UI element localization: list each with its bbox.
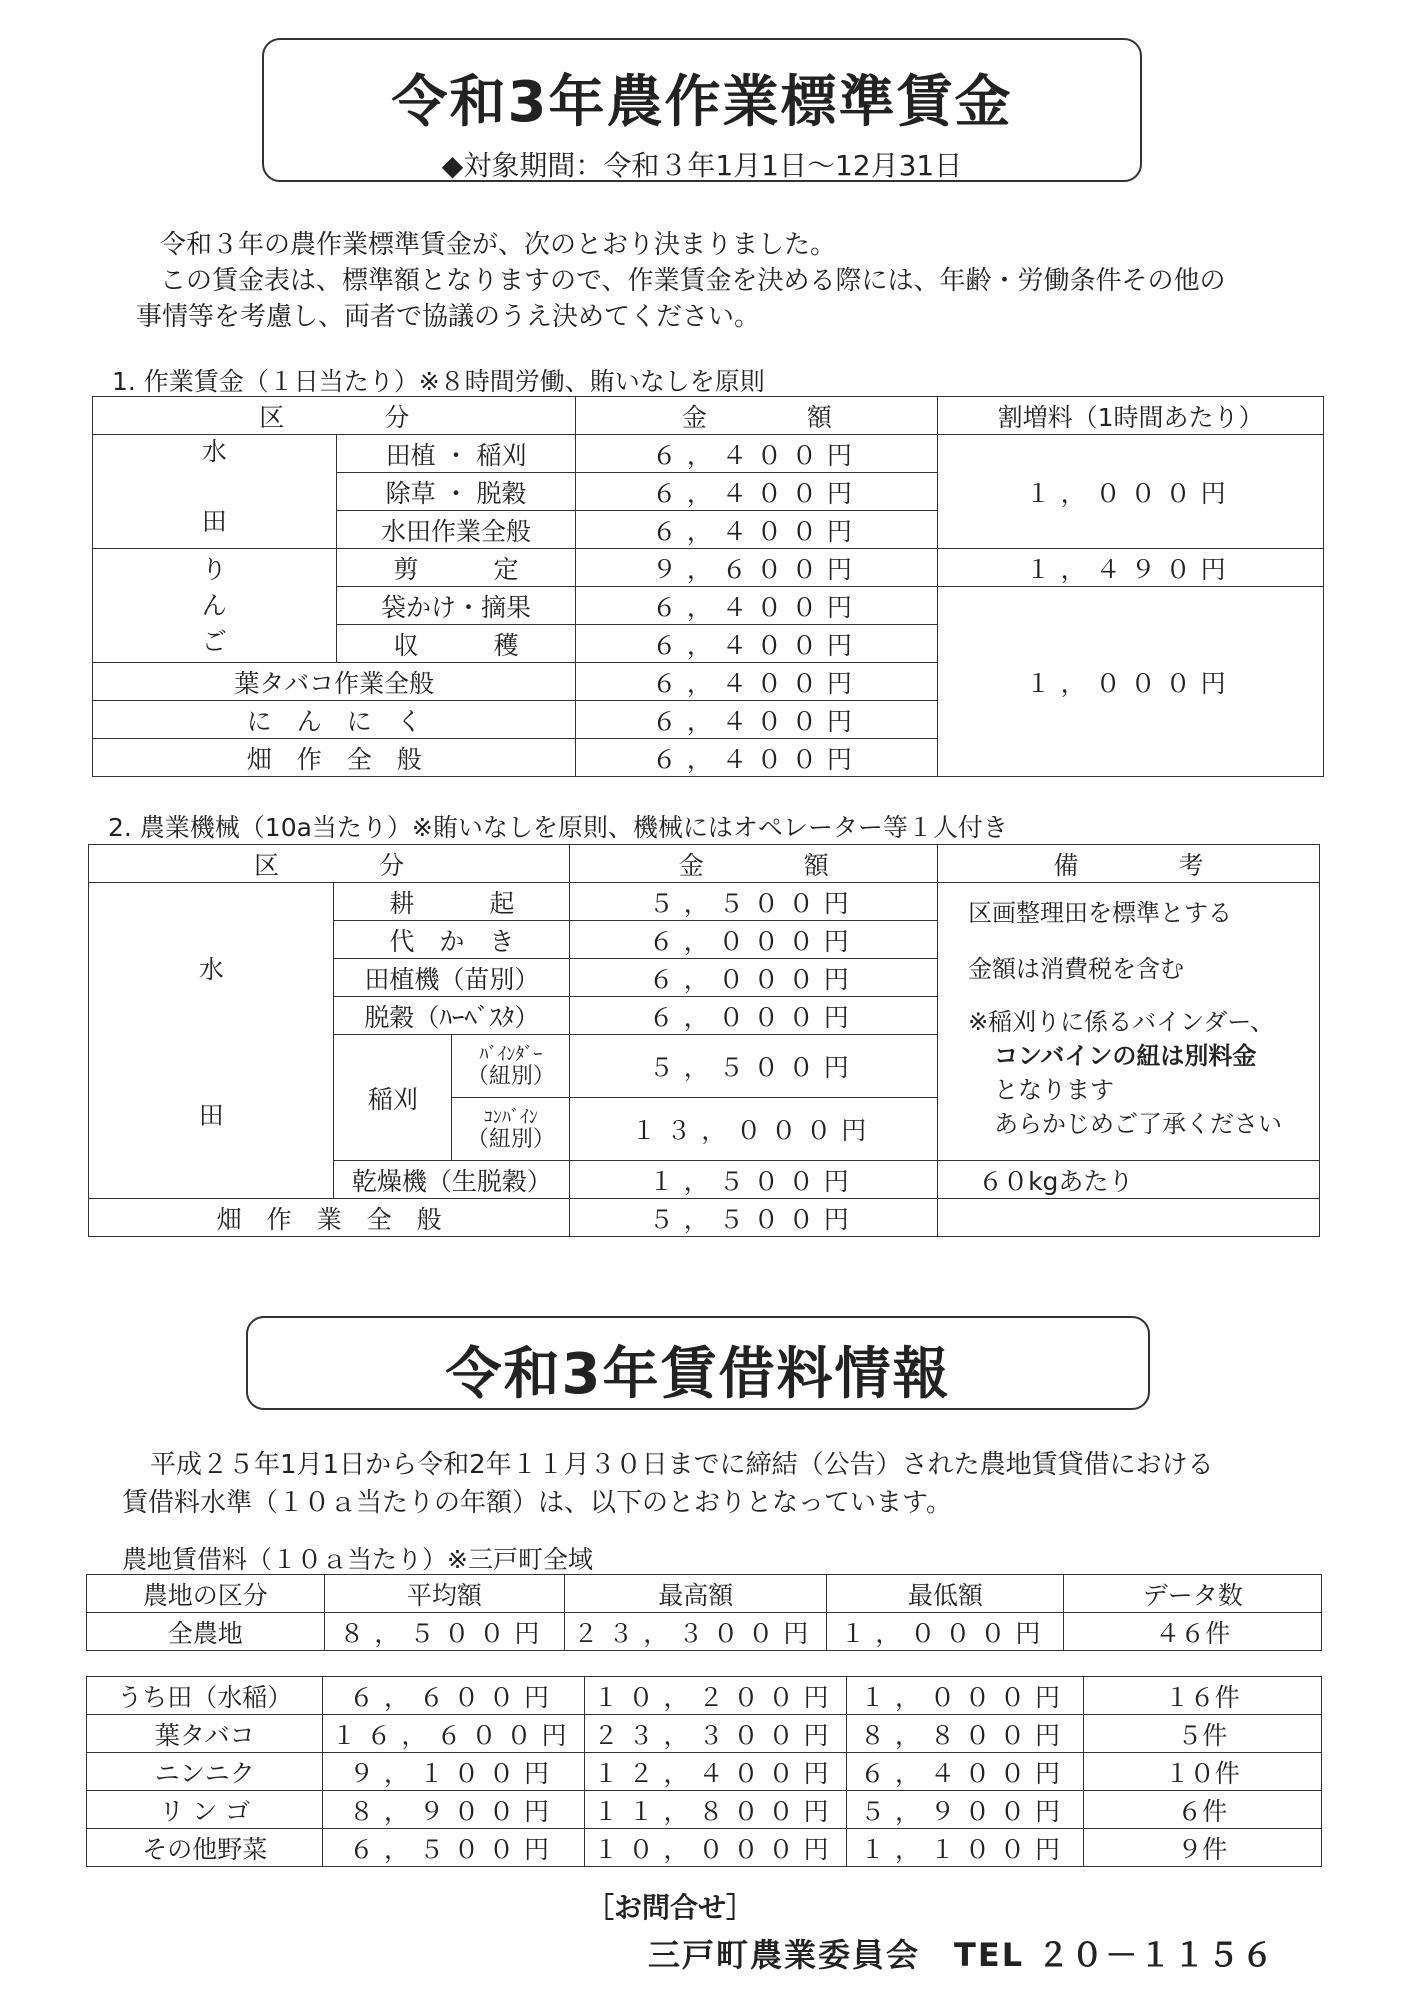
row-label: 水田作業全般: [336, 511, 576, 549]
row-amount: ５，５００円: [570, 1035, 938, 1098]
row-label: 乾燥機（生脱穀）: [334, 1161, 570, 1199]
table-row: [87, 1791, 1322, 1829]
title-box-rent: [246, 1316, 1150, 1410]
row-amount: １，５００円: [570, 1161, 938, 1199]
group-suiden-top: 水: [201, 437, 227, 466]
cell: リ ン ゴ: [87, 1791, 323, 1829]
overtime-others: １，０００円: [938, 587, 1324, 777]
cell: 葉タバコ: [87, 1715, 323, 1753]
page-title: 令和3年農作業標準賃金: [391, 70, 1013, 135]
cell: １０，０００円: [585, 1829, 847, 1867]
group-suiden-bottom: 田: [198, 1100, 224, 1130]
row-amount: ５，５００円: [570, 883, 938, 921]
remarks-cell: [938, 883, 1320, 1161]
row-amount: ６，４００円: [576, 663, 938, 701]
cell: １１，８００円: [585, 1791, 847, 1829]
section-3-heading: 農地賃借料（１０ａ当たり）※三戸町全域: [122, 1545, 593, 1574]
remark-3: ※稲刈りに係るバインダー、: [968, 1008, 1275, 1036]
cell: １６件: [1083, 1677, 1321, 1715]
combine-sublabel: （紐別）: [466, 1127, 555, 1152]
cell: １，０００円: [847, 1677, 1083, 1715]
rent-detail-table: [86, 1676, 1322, 1867]
header-cell: 平均額: [324, 1575, 565, 1613]
machinery-table: [88, 844, 1320, 1237]
header-category: 区 分: [93, 397, 576, 435]
cell: ９件: [1083, 1829, 1321, 1867]
table-row: [87, 1715, 1322, 1753]
table-row: [87, 1613, 1322, 1651]
row-label: 代 か き: [334, 921, 570, 959]
remark-4: コンバインの紐は別料金: [994, 1042, 1257, 1070]
intro-line-3: 事情等を考慮し、両者で協議のうえ決めてください。: [136, 302, 761, 332]
contact-label: ［お問合せ］: [586, 1891, 755, 1924]
table-header-row: [89, 845, 1320, 883]
header-cell: データ数: [1064, 1575, 1322, 1613]
row-label: 畑 作 全 般: [93, 739, 576, 777]
cell: ８，５００円: [324, 1613, 565, 1651]
table-row: [87, 1753, 1322, 1791]
cell: ６，５００円: [323, 1829, 585, 1867]
row-amount: ６，０００円: [570, 959, 938, 997]
intro-line-2: この賃金表は、標準額となりますので、作業賃金を決める際には、年齢・労働条件その他の: [160, 266, 1226, 296]
row-label-binder: [452, 1035, 570, 1098]
row-label: 葉タバコ作業全般: [93, 663, 576, 701]
intro2-line-1: 平成２５年1月1日から令和2年１１月３０日までに締結（公告）された農地賃貸借における: [150, 1450, 1214, 1480]
row-label: 田植 ・ 稲刈: [336, 435, 576, 473]
overtime-suiden: １，０００円: [938, 435, 1324, 549]
group-ringo-1: り: [201, 554, 227, 584]
row-label: 剪 定: [336, 549, 576, 587]
cell: ８，９００円: [323, 1791, 585, 1829]
remark-6: あらかじめご了承ください: [994, 1110, 1283, 1138]
table-row: [93, 549, 1324, 587]
cell: 全農地: [87, 1613, 325, 1651]
cell: ２３，３００円: [565, 1613, 827, 1651]
cell: ２３，３００円: [585, 1715, 847, 1753]
row-amount: ６，４００円: [576, 625, 938, 663]
header-category: 区 分: [89, 845, 570, 883]
row-amount: ６，４００円: [576, 587, 938, 625]
rent-title: 令和3年賃借料情報: [445, 1342, 951, 1407]
cell: ６件: [1083, 1791, 1321, 1829]
cell: １０，２００円: [585, 1677, 847, 1715]
group-suiden: [89, 883, 334, 1199]
row-label-combine: [452, 1098, 570, 1161]
binder-label: ﾊﾞｲﾝﾀﾞｰ: [479, 1044, 543, 1065]
cell: ８，８００円: [847, 1715, 1083, 1753]
row-label: 除草 ・ 脱穀: [336, 473, 576, 511]
remark-drying: ６０kgあたり: [938, 1161, 1320, 1199]
table-row: [93, 435, 1324, 473]
row-label: 耕 起: [334, 883, 570, 921]
cell: ９，１００円: [323, 1753, 585, 1791]
group-ringo: [93, 549, 337, 663]
row-amount: ９，６００円: [576, 549, 938, 587]
cell: １０件: [1083, 1753, 1321, 1791]
header-overtime: 割増料（1時間あたり）: [938, 397, 1324, 435]
row-label: 田植機（苗別）: [334, 959, 570, 997]
section-1-heading: 1. 作業賃金（１日当たり）※８時間労働、賄いなしを原則: [112, 367, 765, 396]
row-amount: ６，４００円: [576, 511, 938, 549]
remark-empty: [938, 1199, 1320, 1237]
cell: ニンニク: [87, 1753, 323, 1791]
header-cell: 農地の区分: [87, 1575, 325, 1613]
intro-line-1: 令和３年の農作業標準賃金が、次のとおり決まりました。: [160, 230, 837, 260]
remark-5: となります: [994, 1076, 1115, 1104]
header-amount: 金 額: [570, 845, 938, 883]
header-cell: 最高額: [565, 1575, 827, 1613]
group-ringo-3: ご: [201, 626, 227, 656]
group-suiden-bottom: 田: [201, 507, 227, 536]
group-suiden-top: 水: [198, 954, 224, 984]
header-amount: 金 額: [576, 397, 938, 435]
table-header-row: [87, 1575, 1322, 1613]
cell: その他野菜: [87, 1829, 323, 1867]
intro2-line-2: 賃借料水準（１０ａ当たりの年額）は、以下のとおりとなっています。: [122, 1488, 952, 1518]
period-text: ◆対象期間：令和３年1月1日～12月31日: [441, 149, 963, 182]
remark-1: 区画整理田を標準とする: [968, 899, 1233, 927]
rent-total-table: [86, 1574, 1322, 1651]
group-ringo-2: ん: [201, 590, 227, 620]
row-amount: ６，０００円: [570, 921, 938, 959]
row-label: 脱穀（ﾊｰﾍﾞｽﾀ）: [334, 997, 570, 1035]
table-row: [87, 1829, 1322, 1867]
cell: ５件: [1083, 1715, 1321, 1753]
title-box-wages: [262, 38, 1142, 182]
cell: ４６件: [1064, 1613, 1322, 1651]
row-label: 袋かけ・摘果: [336, 587, 576, 625]
group-inekari: 稲刈: [334, 1035, 452, 1161]
cell: ５，９００円: [847, 1791, 1083, 1829]
row-amount: ６，４００円: [576, 473, 938, 511]
cell: うち田（水稲）: [87, 1677, 323, 1715]
header-remarks: 備 考: [938, 845, 1320, 883]
table-header-row: [93, 397, 1324, 435]
cell: １，０００円: [827, 1613, 1064, 1651]
binder-sublabel: （紐別）: [466, 1064, 555, 1089]
cell: ６，４００円: [847, 1753, 1083, 1791]
table-row: [89, 883, 1320, 921]
overtime-sentei: １，４９０円: [938, 549, 1324, 587]
remark-2: 金額は消費税を含む: [968, 955, 1185, 983]
table-row: [87, 1677, 1322, 1715]
cell: １２，４００円: [585, 1753, 847, 1791]
cell: １６，６００円: [323, 1715, 585, 1753]
header-cell: 最低額: [827, 1575, 1064, 1613]
row-amount: ６，４００円: [576, 701, 938, 739]
section-2-heading: 2. 農業機械（10a当たり）※賄いなしを原則、機械にはオペレーター等１人付き: [108, 813, 1008, 842]
row-amount: ５，５００円: [570, 1199, 938, 1237]
row-amount: １３，０００円: [570, 1098, 938, 1161]
row-label: 畑 作 業 全 般: [89, 1199, 570, 1237]
combine-label: ｺﾝﾊﾞｲﾝ: [483, 1107, 538, 1128]
table-row: [89, 1199, 1320, 1237]
contact-info: 三戸町農業委員会 TEL ２０－１１５６: [648, 1936, 1276, 1974]
row-label: に ん に く: [93, 701, 576, 739]
row-label: 収 穫: [336, 625, 576, 663]
row-amount: ６，４００円: [576, 739, 938, 777]
row-amount: ６，０００円: [570, 997, 938, 1035]
group-suiden: [93, 435, 337, 549]
work-wage-table: [92, 396, 1324, 777]
cell: ６，６００円: [323, 1677, 585, 1715]
row-amount: ６，４００円: [576, 435, 938, 473]
cell: １，１００円: [847, 1829, 1083, 1867]
